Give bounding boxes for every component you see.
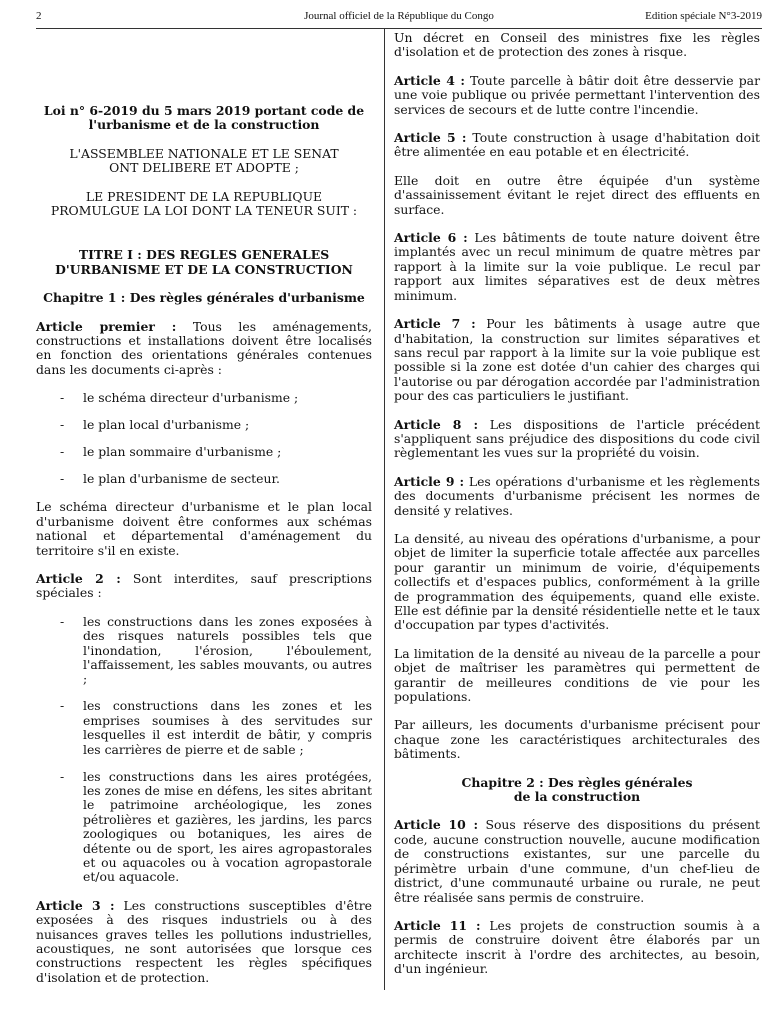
article-11: [394, 919, 760, 977]
article-label: Article 3 :: [36, 897, 115, 913]
article-label: Article premier :: [36, 318, 177, 334]
article-label: Article 10 :: [394, 817, 479, 833]
column-divider: [384, 28, 385, 990]
article-label: Article 8 :: [394, 416, 479, 432]
article-label: Article 2 :: [36, 571, 121, 587]
assembly-statement: L'ASSEMBLEE NATIONALE ET LE SENAT ONT DELIBERE ET ADOPTE ;: [69, 145, 339, 176]
article-9: [394, 475, 760, 518]
titre-heading: TITRE I : DES REGLES GENERALES D'URBANISME ET DE LA CONSTRUCTION: [55, 247, 353, 277]
article-10: [394, 818, 760, 904]
page-header: [36, 9, 762, 23]
list-item: - le plan d'urbanisme de secteur.: [36, 472, 372, 486]
article-text: Pour les bâtiments à usage autre que d'habitation, la construction sur limites séparatives et sans recul par rapport à la limite sur la voie publique est possible si la zone est dotée d'un cahier des charges qui l'autorise ou par dérogation accordée par l'administration pour des cas particuliers le justifiant.: [394, 316, 761, 404]
chapter-2-line-2: de la construction: [513, 789, 641, 805]
article-2-list: [36, 615, 372, 885]
article-text: Les constructions susceptibles d'être exposées à des risques industriels ou à des nuisances graves telles les pollutions industrielles, acoustiques, ne sont autorisées que lorsque ces constructions respectent les règles spécifiques d'isolation et de protection.: [36, 897, 373, 985]
article-text: Les opérations d'urbanisme et les règlements des documents d'urbanisme précisent les normes de densité y relatives.: [394, 473, 761, 518]
chapter-2-heading: [394, 776, 760, 805]
article-9-paragraph-3: La limitation de la densité au niveau de la parcelle a pour objet de maîtriser les paramètres qui permettent de garantir de meilleures conditions de vie pour les populations.: [394, 645, 760, 705]
article-text: Toute parcelle à bâtir doit être desservie par une voie publique ou privée permettant l'intervention des services de secours et de lutte contre l'incendie.: [394, 72, 760, 117]
article-text: Toute construction à usage d'habitation doit être alimentée en eau potable et en électricité.: [394, 130, 761, 160]
journal-title: Journal officiel de la République du Congo: [304, 10, 494, 22]
list-item: - le plan sommaire d'urbanisme ;: [36, 445, 372, 459]
article-text: Tous les aménagements, constructions et installations doivent être localisés en fonction des orientations générales contenues dans les documents ci-après :: [36, 318, 372, 377]
article-text: Les projets de construction soumis à a permis de construire doivent être élaborés par un architecte inscrit à l'ordre des architectes, au besoin, d'un ingénieur.: [394, 917, 760, 977]
article-8: [394, 418, 760, 461]
article-4: [394, 74, 760, 117]
left-column: [36, 104, 372, 999]
president-statement: LE PRESIDENT DE LA REPUBLIQUE PROMULGUE LA LOI DONT LA TENEUR SUIT :: [50, 188, 358, 219]
article-1-list: [36, 391, 372, 486]
article-text: Les bâtiments de toute nature doivent être implantés avec un recul minimum de quatre mètres par rapport à la limite sur la voie publique. Le recul par rapport aux limites séparatives est de deux mètres minimum.: [394, 230, 760, 303]
article-6: [394, 231, 760, 303]
list-item: - les constructions dans les aires protégées, les zones de mise en défens, les sites abritant le patrimoine archéologique, les zones pétrolières et gazières, les jardins, les parcs zoologiques ou botaniques, les aires de détente ou de sport, les aires agropastorales et ou aquacoles ou à vocation agropastorale et/ou aquacole.: [36, 770, 372, 885]
chapter-heading: Chapitre 1 : Des règles générales d'urbanisme: [43, 290, 365, 306]
edition-label: Edition spéciale N°3-2019: [645, 10, 762, 22]
list-item: - le plan local d'urbanisme ;: [36, 418, 372, 432]
article-1-paragraph: Le schéma directeur d'urbanisme et le plan local d'urbanisme doivent être conformes aux schémas national et départemental d'aménagement du territoire s'il en existe.: [36, 499, 372, 558]
list-item: - les constructions dans les zones exposées à des risques naturels possibles tels que l'inondation, l'érosion, l'éboulement, l'affaissement, les sables mouvants, ou autres ;: [36, 615, 372, 687]
law-title: Loi n° 6-2019 du 5 mars 2019 portant code de l'urbanisme et de la construction: [43, 103, 365, 133]
article-9-paragraph-4: Par ailleurs, les documents d'urbanisme précisent pour chaque zone les caractéristiques architecturales des bâtiments.: [394, 717, 760, 762]
article-text: Les dispositions de l'article précédent s'appliquent sans préjudice des dispositions du code civil règlementant les vues sur la propriété du voisin.: [394, 416, 761, 461]
page-number: 2: [36, 10, 42, 22]
article-9-paragraph-2: La densité, au niveau des opérations d'urbanisme, a pour objet de limiter la superficie totale affectée aux parcelles pour garantir un minimum de voirie, d'équipements collectifs et d'espaces publics, conformément à la grille de programmation des équipements, quand elle existe. Elle est définie par la densité résidentielle nette et le taux d'occupation par types d'activités.: [394, 530, 760, 633]
article-5-paragraph: Elle doit en outre être équipée d'un système d'assainissement évitant le rejet direct des effluents en surface.: [394, 172, 760, 217]
article-1: [36, 320, 372, 378]
list-item: - les constructions dans les zones et les emprises soumises à des servitudes sur lesquelles il est interdit de bâtir, y compris les carrières de pierre et de sable ;: [36, 699, 372, 757]
right-column: [394, 31, 760, 991]
article-text: Sont interdites, sauf prescriptions spéciales :: [36, 571, 373, 601]
article-5: [394, 131, 760, 160]
article-label: Article 4 :: [394, 72, 465, 88]
list-item: - le schéma directeur d'urbanisme ;: [36, 391, 372, 405]
article-7: [394, 317, 760, 403]
intro-paragraph: Un décret en Conseil des ministres fixe les règles d'isolation et de protection des zones à risque.: [394, 30, 760, 60]
article-label: Article 5 :: [394, 130, 467, 146]
article-text: Sous réserve des dispositions du présent code, aucune construction nouvelle, aucune modification de constructions existantes, sur une parcelle du périmètre urbain d'une commune, d'un chef-lieu de district, d'une communauté urbaine ou rurale, ne peut être réalisée sans permis de construire.: [394, 817, 760, 905]
article-3: [36, 899, 372, 985]
article-2: [36, 572, 372, 601]
header-rule: [36, 28, 762, 29]
article-label: Article 11 :: [394, 917, 481, 933]
article-label: Article 6 :: [394, 230, 468, 246]
article-label: Article 7 :: [394, 316, 476, 332]
chapter-2-line-1: Chapitre 2 : Des règles générales: [461, 774, 693, 790]
article-label: Article 9 :: [394, 473, 465, 489]
